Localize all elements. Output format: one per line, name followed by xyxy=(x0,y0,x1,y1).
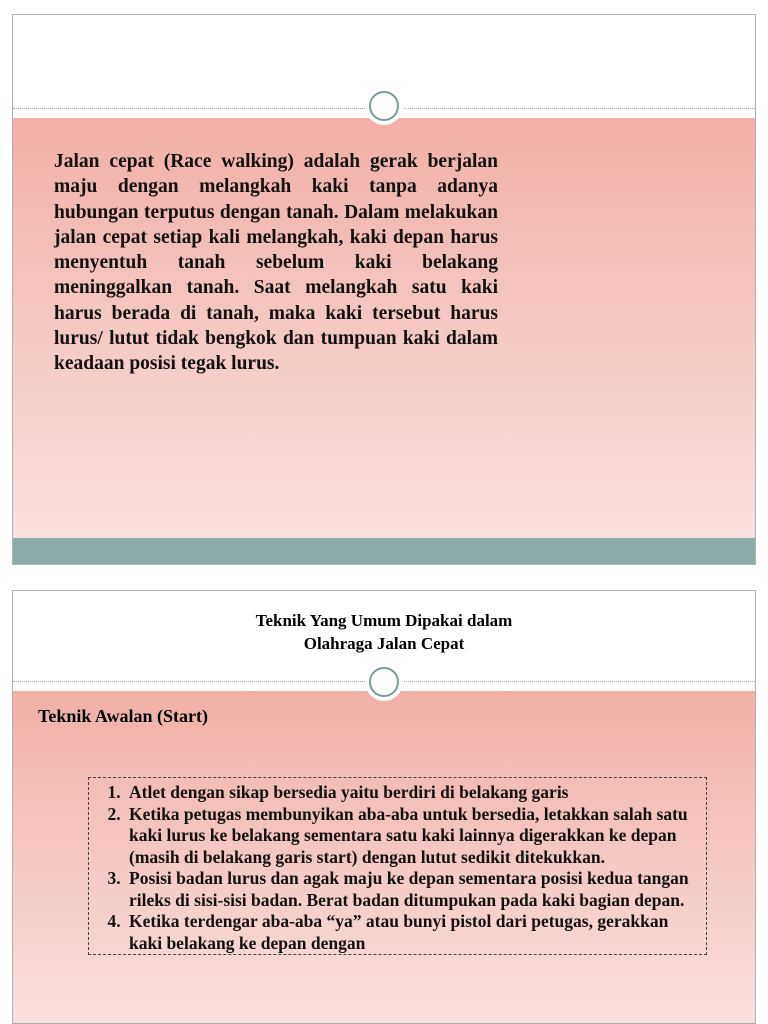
title-line-1: Teknik Yang Umum Dipakai dalam xyxy=(255,611,513,630)
definition-text: Jalan cepat (Race walking) adalah gerak berjalan maju dengan melangkah kaki tanpa adanya hubungan terputus dengan tanah. Dalam melakukan jalan cepat setiap kali melangkah, kaki depan harus menyentuh tanah sebelum kaki belakang meninggalkan tanah. Saat melangkah satu kaki harus berada di tanah, maka kaki tersebut harus lurus/ lutut tidak bengkok dan tumpuan kaki dalam keadaan posisi tegak lurus. xyxy=(54,151,498,375)
section-subtitle: Teknik Awalan (Start) xyxy=(38,706,209,726)
footer-band xyxy=(13,538,755,564)
steps-list xyxy=(89,778,706,954)
step-item: 4. Ketika terdengar aba-aba “ya” atau bunyi pistol dari petugas, gerakkan kaki belakang ke depan dengan xyxy=(125,911,696,954)
ring-ornament-icon xyxy=(365,663,403,701)
ring-ornament-icon xyxy=(365,87,403,125)
step-item: 1. Atlet dengan sikap bersedia yaitu berdiri di belakang garis xyxy=(125,782,696,804)
step-item: 3. Posisi badan lurus dan agak maju ke depan sementara posisi kedua tangan rileks di sisi-sisi badan. Berat badan ditumpukan pada kaki bagian depan. xyxy=(125,868,696,911)
step-item: 2. Ketika petugas membunyikan aba-aba untuk bersedia, letakkan salah satu kaki lurus ke belakang sementara satu kaki lainnya digerakkan ke depan (masih di belakang garis start) dengan lutut sedikit ditekukkan. xyxy=(125,804,696,869)
slide-1 xyxy=(12,14,756,565)
slide-2 xyxy=(12,590,756,1024)
title-line-2: Olahraga Jalan Cepat xyxy=(303,634,465,653)
slide-title xyxy=(13,609,755,655)
steps-box xyxy=(88,777,707,955)
